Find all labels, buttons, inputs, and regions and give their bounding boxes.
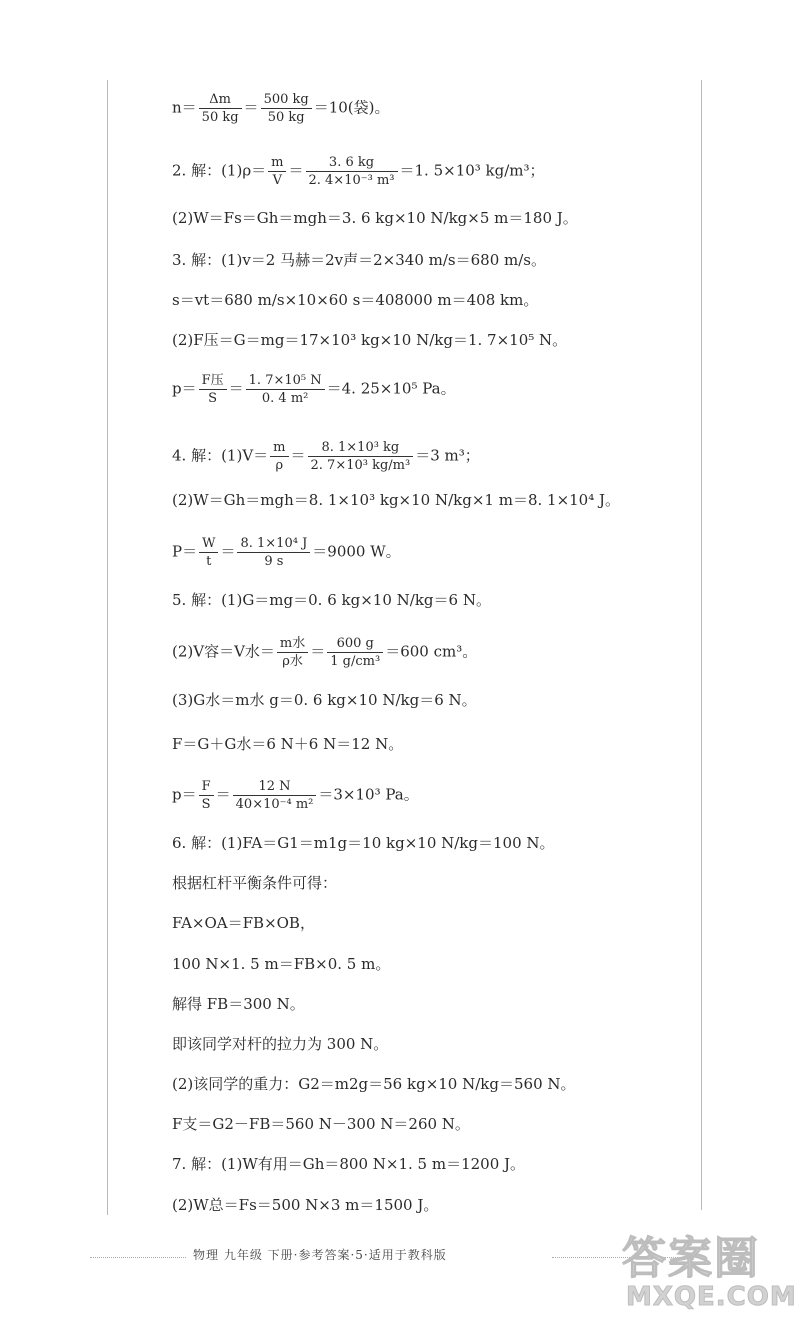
denominator: S: [201, 797, 211, 812]
watermark-url: MXQE.COM: [626, 1282, 797, 1312]
denominator: ρ: [275, 458, 284, 473]
answer-line-16: 6. 解：(1)FA＝G1＝m1g＝10 kg×10 N/kg＝100 N。: [172, 834, 555, 852]
line-text: 2. 解：(1)ρ＝: [172, 161, 267, 180]
denominator: 1 g/cm³: [330, 654, 381, 669]
line-text: ＝600 cm³。: [385, 642, 478, 661]
fraction: [233, 779, 317, 812]
answer-line-23: F支＝G2－FB＝560 N－300 N＝260 N。: [172, 1115, 470, 1133]
answer-line-15: p＝ $\frac{F}{S}$ ＝ $\frac{12 N}{\text{40×10⁻⁴ m²}}$ ＝3×10³ Pa。: [172, 779, 419, 812]
line-text: P＝: [172, 542, 198, 561]
line-text: p＝: [172, 785, 197, 804]
answer-line-3: (2)W＝Fs＝Gh＝mgh＝3. 6 kg×10 N/kg×5 m＝180 J。: [172, 209, 578, 227]
numerator: 8. 1×10⁴ J: [237, 536, 310, 553]
denominator: S: [208, 391, 218, 406]
fraction: [270, 440, 288, 473]
answer-line-20: 解得 FB＝300 N。: [172, 995, 305, 1013]
denominator: 50 kg: [201, 110, 239, 125]
denominator: 0. 4 m²: [261, 391, 309, 406]
numerator: 1. 7×10⁵ N: [246, 373, 325, 390]
fraction: [268, 155, 286, 188]
answer-line-14: F＝G＋G水＝6 N＋6 N＝12 N。: [172, 735, 404, 753]
answer-line-17: 根据杠杆平衡条件可得：: [172, 874, 338, 892]
fraction: [327, 636, 383, 669]
denominator: ρ水: [282, 654, 303, 669]
numerator: F压: [199, 373, 227, 390]
denominator: t: [206, 554, 212, 569]
line-text: (2)V容＝V水＝: [172, 642, 275, 661]
line-text: ＝9000 W。: [312, 542, 401, 561]
fraction: [308, 440, 414, 473]
numerator: F: [199, 779, 214, 796]
answer-line-12: (2)V容＝V水＝ $\frac{\text{m水}}{\text{ρ水}}$ ＝ $\frac{600 g}{\text{1 g/cm³}}$ ＝600 cm³。: [172, 636, 478, 669]
left-margin-line: [107, 80, 108, 1215]
fraction: [199, 779, 214, 812]
numerator: 8. 1×10³ kg: [308, 440, 414, 457]
answer-line-18: FA×OA＝FB×OB，: [172, 914, 315, 932]
line-text: ＝10(袋)。: [313, 98, 390, 117]
line-text: p＝: [172, 379, 197, 398]
answer-line-4: 3. 解：(1)v＝2 马赫＝2v声＝2×340 m/s＝680 m/s。: [172, 251, 546, 269]
numerator: m: [270, 440, 288, 457]
answer-line-8: 4. 解：(1)V＝ $\frac{m}{\rho}$ ＝ $\frac{\text{8. 1×10³ kg}}{\text{2. 7×10³ kg/m³}}$ ＝3 m³；: [172, 440, 480, 473]
footer-dotted-rule: [90, 1257, 186, 1258]
answer-line-25: (2)W总＝Fs＝500 N×3 m＝1500 J。: [172, 1196, 439, 1214]
fraction: [199, 536, 218, 569]
denominator: 9 s: [264, 554, 284, 569]
answer-line-21: 即该同学对杆的拉力为 300 N。: [172, 1035, 389, 1053]
answer-line-13: (3)G水＝m水 g＝0. 6 kg×10 N/kg＝6 N。: [172, 691, 477, 709]
answer-line-2: 2. 解：(1)ρ＝ $\frac{m}{V}$ ＝ $\frac{3. 6 kg}{\text{2. 4×10⁻³ m³}}$ ＝1. 5×10³ kg/m³；: [172, 155, 545, 188]
line-text: ＝3 m³；: [415, 446, 480, 465]
denominator: 50 kg: [267, 110, 305, 125]
answer-line-19: 100 N×1. 5 m＝FB×0. 5 m。: [172, 955, 391, 973]
watermark: [618, 1212, 800, 1317]
answer-line-24: 7. 解：(1)W有用＝Gh＝800 N×1. 5 m＝1200 J。: [172, 1155, 526, 1173]
numerator: W: [199, 536, 218, 553]
answer-line-1: n＝ $\frac{\Delta m}{50 kg}$ ＝ $\frac{500 kg}{50 kg}$ ＝10(袋)。: [172, 92, 390, 125]
page-footer: [90, 1246, 710, 1266]
numerator: 12 N: [233, 779, 317, 796]
answer-line-9: (2)W＝Gh＝mgh＝8. 1×10³ kg×10 N/kg×1 m＝8. 1×10⁴ J。: [172, 491, 621, 509]
denominator: 40×10⁻⁴ m²: [235, 797, 314, 812]
line-text: 4. 解：(1)V＝: [172, 446, 269, 465]
fraction: [199, 373, 227, 406]
watermark-logo: 答案圈: [622, 1233, 760, 1284]
numerator: 3. 6 kg: [306, 155, 398, 172]
line-text: ＝3×10³ Pa。: [318, 785, 419, 804]
line-text: ＝1. 5×10³ kg/m³；: [399, 161, 545, 180]
fraction: [306, 155, 398, 188]
footer-text: 物理 九年级 下册·参考答案·5·适用于教科版: [193, 1248, 447, 1262]
right-margin-line: [701, 80, 702, 1210]
answer-line-10: P＝ $\frac{W}{t}$ ＝ $\frac{\text{8. 1×10⁴ J}}{9 s}$ ＝9000 W。: [172, 536, 401, 569]
numerator: m: [268, 155, 286, 172]
denominator: V: [272, 173, 283, 188]
line-text: ＝4. 25×10⁵ Pa。: [326, 379, 456, 398]
fraction: [199, 92, 242, 125]
fraction: [246, 373, 325, 406]
answer-line-6: (2)F压＝G＝mg＝17×10³ kg×10 N/kg＝1. 7×10⁵ N。: [172, 331, 568, 349]
line-text: n＝: [172, 98, 197, 117]
denominator: 2. 7×10³ kg/m³: [310, 458, 411, 473]
answer-line-22: (2)该同学的重力：G2＝m2g＝56 kg×10 N/kg＝560 N。: [172, 1075, 576, 1093]
fraction: [277, 636, 308, 669]
answer-line-11: 5. 解：(1)G＝mg＝0. 6 kg×10 N/kg＝6 N。: [172, 591, 491, 609]
numerator: 600 g: [327, 636, 383, 653]
numerator: m水: [277, 636, 308, 653]
numerator: Δm: [199, 92, 242, 109]
answer-line-7: p＝ $\frac{\text{F压}}{S}$ ＝ $\frac{\text{1. 7×10⁵ N}}{\text{0. 4 m²}}$ ＝4. 25×10⁵ Pa。: [172, 373, 456, 406]
numerator: 500 kg: [261, 92, 312, 109]
fraction: [237, 536, 310, 569]
fraction: [261, 92, 312, 125]
denominator: 2. 4×10⁻³ m³: [308, 173, 395, 188]
answer-line-5: s＝vt＝680 m/s×10×60 s＝408000 m＝408 km。: [172, 291, 539, 309]
